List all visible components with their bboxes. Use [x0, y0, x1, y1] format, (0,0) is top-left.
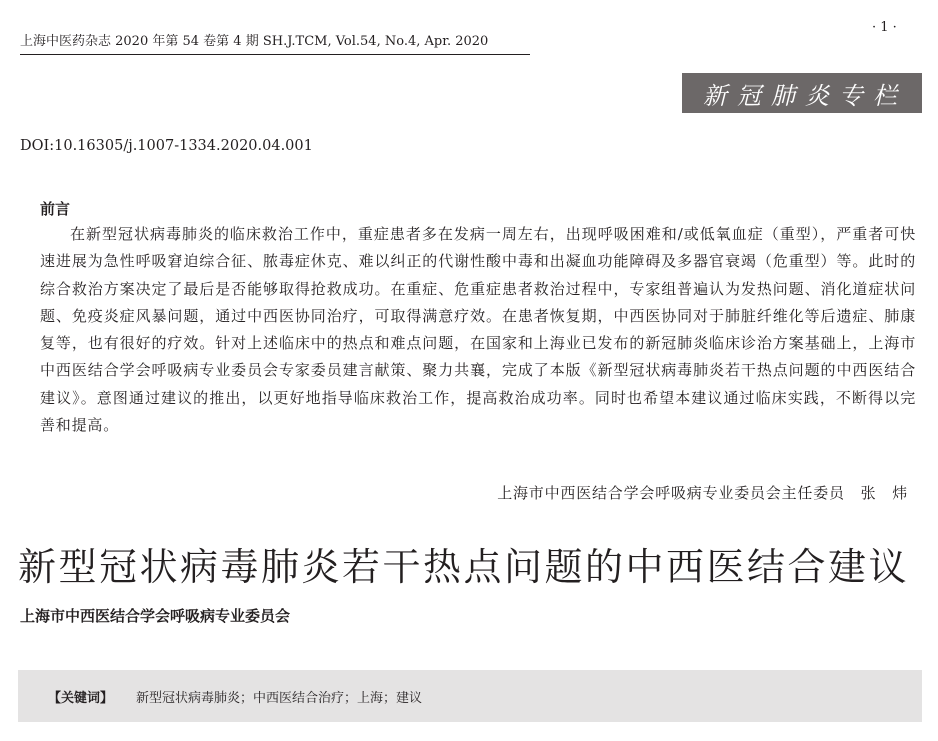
- article-author: 上海市中西医结合学会呼吸病专业委员会: [20, 607, 291, 625]
- keyword-text: 新型冠状病毒肺炎；中西医结合治疗；上海；建议: [136, 691, 423, 706]
- preface-body: 在新型冠状病毒肺炎的临床救治工作中，重症患者多在发病一周左右，出现呼吸困难和/或低氧血症（重型），严重者可快速进展为急性呼吸窘迫综合征、脓毒症休克、难以纠正的代谢性酸中毒和出凝血功能障碍及多器官衰竭（危重型）等。此时的综合救治方案决定了最后是否能够取得抢救成功。在重症、危重症患者救治过程中，专家组普遍认为发热问题、消化道症状问题、免疫炎症风暴问题，通过中西医协同治疗，可取得满意疗效。在患者恢复期，中西医协同对于肺脏纤维化等后遗症、肺康复等，也有很好的疗效。针对上述临床中的热点和难点问题，在国家和上海业已发布的新冠肺炎临床诊治方案基础上，上海市中西医结合学会呼吸病专业委员会专家委员建言献策、聚力共襄，完成了本版《新型冠状病毒肺炎若干热点问题的中西医结合建议》。意图通过建议的推出，以更好地指导临床救治工作，提高救治成功率。同时也希望本建议通过临床实践，不断得以完善和提高。: [40, 225, 916, 435]
- preface-heading: 前言: [40, 200, 71, 218]
- keyword-label: 【关键词】: [48, 691, 114, 706]
- column-banner: 新冠肺炎专栏: [682, 73, 922, 113]
- doi-line: DOI:10.16305/j.1007-1334.2020.04.001: [20, 138, 313, 154]
- article-title: 新型冠状病毒肺炎若干热点问题的中西医结合建议: [18, 545, 910, 589]
- page-number: · 1 ·: [872, 20, 897, 35]
- keyword-box: [18, 670, 922, 722]
- journal-header: 上海中医药杂志 2020 年第 54 卷第 4 期 SH.J.TCM, Vol.54, No.4, Apr. 2020: [20, 34, 489, 49]
- preface-signature: 上海市中西医结合学会呼吸病专业委员会主任委员 张 炜: [497, 484, 908, 502]
- header-divider: [20, 54, 530, 55]
